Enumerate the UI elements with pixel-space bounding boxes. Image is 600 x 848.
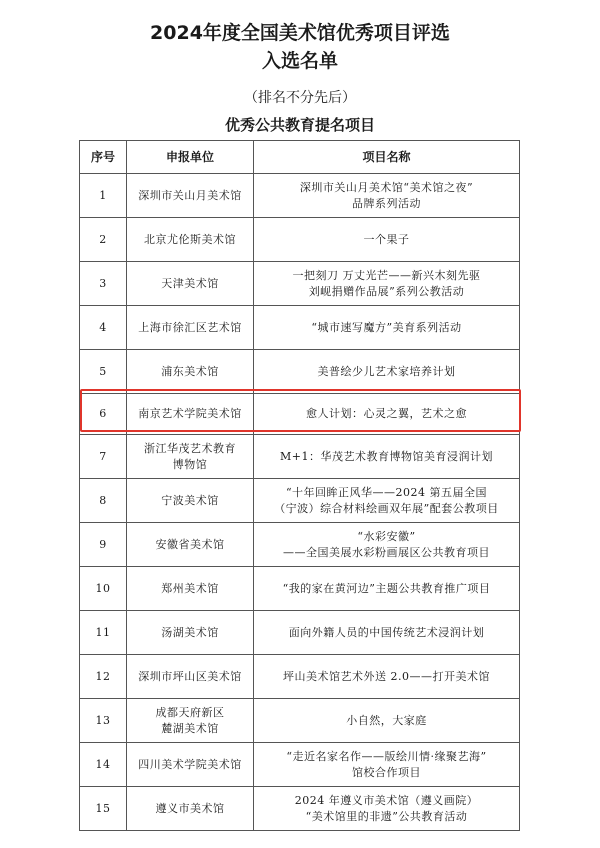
row-number: 8: [80, 479, 127, 523]
nominee-table: [79, 140, 520, 831]
table-row: [80, 523, 520, 567]
table-body: [80, 174, 520, 831]
table-row: [80, 218, 520, 262]
project-line: 一个果子: [363, 232, 410, 246]
project-line: ——全国美展水彩粉画展区公共教育项目: [283, 545, 490, 559]
project-line: M+1：华茂艺术教育博物馆美育浸润计划: [280, 449, 493, 463]
table-row: [80, 435, 520, 479]
header-unit: 申报单位: [127, 141, 254, 174]
row-unit: [127, 611, 254, 655]
unit-line: 浙江华茂艺术教育: [144, 441, 236, 455]
row-number: 12: [80, 655, 127, 699]
row-unit: [127, 523, 254, 567]
unit-line: 天津美术馆: [161, 276, 219, 290]
unit-line: 北京尤伦斯美术馆: [144, 232, 236, 246]
unit-line: 麓湖美术馆: [161, 721, 219, 735]
row-number: 10: [80, 567, 127, 611]
unit-line: 深圳市坪山区美术馆: [138, 669, 242, 683]
row-project: [254, 174, 520, 218]
row-project: [254, 567, 520, 611]
header-number: 序号: [80, 141, 127, 174]
row-number: 4: [80, 306, 127, 350]
row-unit: [127, 435, 254, 479]
row-project: [254, 655, 520, 699]
row-number: 6: [80, 394, 127, 435]
table-header-row: [80, 141, 520, 174]
row-unit: [127, 567, 254, 611]
row-unit: [127, 218, 254, 262]
row-unit: [127, 655, 254, 699]
row-number: 3: [80, 262, 127, 306]
row-unit: [127, 306, 254, 350]
row-unit: [127, 743, 254, 787]
header-project: 项目名称: [254, 141, 520, 174]
project-line: 愈人计划：心灵之翼，艺术之愈: [306, 407, 467, 420]
table-row: [80, 394, 520, 435]
row-project: [254, 394, 520, 435]
table-row: [80, 479, 520, 523]
table-row: [80, 350, 520, 394]
table-row: [80, 699, 520, 743]
project-line: 美普绘少儿艺术家培养计划: [317, 364, 456, 378]
project-line: “我的家在黄河边”主题公共教育推广项目: [282, 581, 491, 595]
row-project: [254, 350, 520, 394]
unit-line: 宁波美术馆: [161, 493, 219, 507]
ranking-note: （排名不分先后）: [244, 90, 356, 106]
table-row: [80, 743, 520, 787]
row-unit: [127, 699, 254, 743]
project-line: （宁波）综合材料绘画双年展”配套公教项目: [274, 501, 499, 515]
row-unit: [127, 787, 254, 831]
row-number: 5: [80, 350, 127, 394]
row-number: 1: [80, 174, 127, 218]
unit-line: 上海市徐汇区艺术馆: [138, 320, 242, 334]
table-row: [80, 611, 520, 655]
unit-line: 四川美术学院美术馆: [138, 757, 242, 771]
table-row: [80, 262, 520, 306]
row-project: [254, 262, 520, 306]
row-project: [254, 479, 520, 523]
row-unit: [127, 262, 254, 306]
row-unit: [127, 479, 254, 523]
row-project: [254, 611, 520, 655]
unit-line: 安徽省美术馆: [155, 537, 225, 551]
row-number: 13: [80, 699, 127, 743]
unit-line: 成都天府新区: [155, 705, 225, 719]
row-project: [254, 699, 520, 743]
project-line: “十年回眸正风华——2024 第五届全国: [285, 485, 488, 499]
table-row: [80, 567, 520, 611]
project-line: 坪山美术馆艺术外送 2.0——打开美术馆: [283, 669, 490, 683]
document-title-line2: 入选名单: [261, 50, 338, 72]
row-number: 11: [80, 611, 127, 655]
row-number: 2: [80, 218, 127, 262]
project-line: 品牌系列活动: [352, 196, 421, 210]
row-unit: [127, 394, 254, 435]
project-line: 馆校合作项目: [352, 765, 421, 779]
table-row: [80, 306, 520, 350]
unit-line: 博物馆: [172, 457, 208, 471]
row-project: [254, 218, 520, 262]
project-line: “城市速写魔方”美育系列活动: [311, 320, 462, 334]
project-line: 刘岘捐赠作品展”系列公教活动: [308, 284, 465, 298]
project-line: “水彩安徽”: [357, 529, 416, 543]
row-unit: [127, 350, 254, 394]
row-number: 14: [80, 743, 127, 787]
row-project: [254, 787, 520, 831]
project-line: 面向外籍人员的中国传统艺术浸润计划: [288, 625, 485, 639]
row-project: [254, 306, 520, 350]
row-project: [254, 435, 520, 479]
row-number: 15: [80, 787, 127, 831]
row-number: 7: [80, 435, 127, 479]
project-line: 小自然，大家庭: [346, 713, 427, 727]
table-row: [80, 655, 520, 699]
unit-line: 遵义市美术馆: [155, 801, 225, 815]
unit-line: 深圳市关山月美术馆: [138, 188, 242, 202]
table-row: [80, 174, 520, 218]
row-project: [254, 523, 520, 567]
project-line: 深圳市关山月美术馆“美术馆之夜”: [299, 180, 474, 194]
unit-line: 汤湖美术馆: [161, 625, 219, 639]
category-heading: 优秀公共教育提名项目: [224, 116, 375, 134]
row-unit: [127, 174, 254, 218]
project-line: “美术馆里的非遗”公共教育活动: [305, 809, 468, 823]
document-title: 2024年度全国美术馆优秀项目评选: [150, 22, 450, 44]
unit-line: 南京艺术学院美术馆: [138, 407, 242, 420]
project-line: “走近名家名作——版绘川情·缘聚艺海”: [286, 749, 487, 763]
row-number: 9: [80, 523, 127, 567]
project-line: 一把刻刀 万丈光芒——新兴木刻先驱: [292, 268, 481, 282]
unit-line: 浦东美术馆: [161, 364, 219, 378]
row-project: [254, 743, 520, 787]
unit-line: 郑州美术馆: [161, 581, 219, 595]
table-row: [80, 787, 520, 831]
project-line: 2024 年遵义市美术馆（遵义画院）: [294, 793, 479, 807]
